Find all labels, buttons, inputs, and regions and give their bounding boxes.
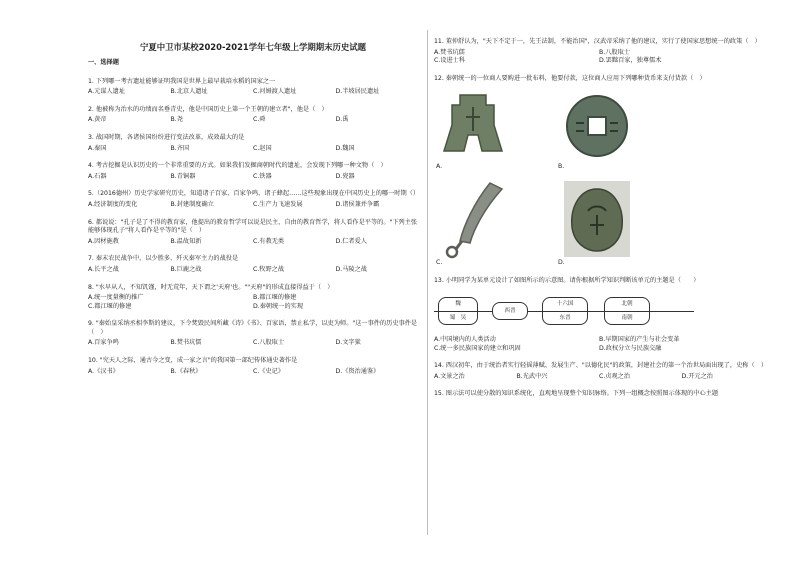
timeline-diagram <box>434 294 764 330</box>
option[interactable]: D.《资治通鉴》 <box>335 367 380 375</box>
knife-coin-image <box>440 179 510 259</box>
timeline-box-sixteen-kingdoms <box>542 297 588 325</box>
option[interactable]: A.百家争鸣 <box>88 339 119 347</box>
option[interactable]: A.因材施教 <box>88 237 119 245</box>
option[interactable]: D.罢黜百家，独尊儒术 <box>599 57 662 65</box>
option[interactable]: A.石器 <box>88 172 107 180</box>
option[interactable]: C.铁器 <box>253 172 272 180</box>
timeline-box-northern-southern <box>604 297 650 325</box>
option[interactable]: B.尧 <box>170 116 183 124</box>
option[interactable]: B.温故知新 <box>170 237 202 245</box>
option[interactable]: A.《汉书》 <box>88 367 119 375</box>
option[interactable]: B.封建制度确立 <box>170 200 214 208</box>
option[interactable]: C.牧野之战 <box>253 265 285 273</box>
question-options <box>88 88 418 97</box>
question-options <box>434 336 764 353</box>
right-column <box>434 38 768 401</box>
question-stem: 13. 小明同学为某单元设计了如图所示的示意图。请你根据所学知识判断该单元的主题是（ ） <box>434 277 700 285</box>
spade-coin-image <box>438 91 508 161</box>
option[interactable]: B.都江堰的修建 <box>253 294 297 302</box>
option[interactable]: C.设进士科 <box>434 57 466 65</box>
option[interactable]: C.《史记》 <box>253 367 285 375</box>
timeline-label: 西晋 <box>504 307 516 314</box>
option[interactable]: D.魏国 <box>335 144 355 152</box>
question-stem: 8. "水早从人，不知饥馑，时无荒年，天下谓之'天府'也。""天府"的形成直接得益于（ ） <box>88 283 334 291</box>
option[interactable]: D.禹 <box>335 116 349 124</box>
option[interactable]: A.统一度量衡的推广 <box>88 294 144 302</box>
image-label-b: B. <box>558 163 565 171</box>
option[interactable]: A.黄帝 <box>88 116 107 124</box>
question-options <box>88 294 418 311</box>
question-options <box>88 173 418 182</box>
question-options <box>88 339 418 348</box>
option[interactable]: B.八股取士 <box>599 48 630 56</box>
option[interactable]: D.开元之治 <box>681 372 713 380</box>
option[interactable]: C.贞观之治 <box>599 372 631 380</box>
timeline-label: 吴 <box>460 314 467 321</box>
option[interactable]: C.有教无类 <box>253 237 285 245</box>
timeline-label: 十六国 <box>556 300 574 307</box>
left-question-list <box>88 78 418 377</box>
question-options <box>88 145 418 154</box>
question-stem: 11. 董仲舒认为，"天下不定于一，先王法制，不能治国"，汉武帝采纳了他的建议，实行了使国家思想统一的政策（ ） <box>434 38 761 45</box>
option[interactable]: A.文景之治 <box>434 372 465 380</box>
option[interactable]: C.都江堰的修建 <box>88 302 132 310</box>
timeline-label: 东晋 <box>543 311 587 324</box>
question-stem: 5.（2016德州）历史学家研究历史，知道诸子百家、百家争鸣、诸子蜂起……这些现象出现在中国历史上的哪一时期（） <box>88 190 420 198</box>
option[interactable]: D.诸侯兼并争霸 <box>335 200 380 208</box>
timeline-box-three-kingdoms <box>438 297 478 325</box>
option[interactable]: B.早期国家的产生与社会变革 <box>599 335 680 343</box>
question-stem: 6. 都说说："孔子是了不得的教育家，他提出的教育哲学可以说是民主、自由的教育哲学，将人看作是平等的。"下列主张能够体现孔子"将人看作是平等的"是（ ） <box>88 218 418 235</box>
option[interactable]: B.焚书坑儒 <box>170 339 202 347</box>
question-options <box>88 266 418 275</box>
question-options <box>88 201 418 210</box>
question-stem: 15. 图示法可以使分散的知识系统化，直观地呈现整个知识脉络。下列一组概念按照图示体现的中心主题 <box>434 390 719 398</box>
exam-title: 宁夏中卫市某校2020-2021学年七年级上学期期末历史试题 <box>140 42 366 52</box>
option[interactable]: D.半坡居民遗址 <box>335 88 380 96</box>
option[interactable]: B.北京人遗址 <box>170 88 208 96</box>
option[interactable]: C.舜 <box>253 116 266 124</box>
option[interactable]: D.马陵之战 <box>335 265 367 273</box>
option[interactable]: D.瓷器 <box>335 172 355 180</box>
timeline-label: 魏 <box>455 300 461 307</box>
option[interactable]: D.仁者爱人 <box>335 237 367 245</box>
option[interactable]: A.经济制度的变化 <box>88 200 138 208</box>
question-stem: 14. 西汉初年，由于统治者实行轻徭薄赋、发展生产、"以德化民"的政策，封建社会的第一个治世局面出现了，史称（ ） <box>434 362 768 370</box>
question-stem: 4. 考古挖掘是认识历史的一个非常重要的方式。如果我们发掘商朝时代的遗址，会发现下列哪一种文物（ ） <box>88 162 387 170</box>
option[interactable]: C.八股取士 <box>253 339 285 347</box>
option[interactable]: B.光武中兴 <box>516 372 548 380</box>
option[interactable]: C.生产力飞速发展 <box>253 200 303 208</box>
question-stem: 3. 战国时期，各诸侯国纷纷进行变法改革，成效最大的是 <box>88 133 245 141</box>
option[interactable]: A.焚书坑儒 <box>434 48 465 56</box>
question-stem: 12. 秦朝统一的一位商人要购进一批布料，他要付款，这位商人应用下列哪种货币来支付货款（ ） <box>434 74 706 82</box>
option[interactable]: D.政权分立与民族交融 <box>599 344 662 352</box>
question-options <box>88 368 418 377</box>
ant-nose-coin-image <box>564 181 630 257</box>
timeline-label: 南朝 <box>605 311 649 324</box>
image-label-a: A. <box>436 163 443 171</box>
option[interactable]: C.河姆渡人遗址 <box>253 88 297 96</box>
column-divider <box>427 30 428 535</box>
coin-images <box>434 89 764 269</box>
option[interactable]: D.文字狱 <box>335 339 361 347</box>
option[interactable]: A.秦国 <box>88 144 107 152</box>
question-options <box>88 238 418 247</box>
image-label-c: C. <box>436 259 443 267</box>
round-coin-image <box>564 93 630 159</box>
image-label-d: D. <box>558 259 565 267</box>
question-stem: 9. "秦始皇采纳丞相李斯的建议，下令焚毁民间所藏《诗》《书》、百家语，禁止私学，以吏为师。"这一事件的历史事件是（ ） <box>88 320 418 336</box>
option[interactable]: C.统一多民族国家的建立和巩固 <box>434 344 521 352</box>
question-options <box>434 373 764 382</box>
question-options <box>88 116 418 125</box>
timeline-box-western-jin <box>492 302 528 320</box>
option[interactable]: B.巨鹿之战 <box>170 265 202 273</box>
timeline-label: 蜀 <box>449 314 456 321</box>
question-options <box>434 49 764 66</box>
option[interactable]: A.长平之战 <box>88 265 119 273</box>
option[interactable]: D.秦朝统一的实现 <box>253 302 304 310</box>
option[interactable]: B.青铜器 <box>170 172 196 180</box>
question-stem: 10. "究天人之际，通古今之变，成一家之言"的我国第一部纪传体通史著作是 <box>88 357 298 365</box>
question-stem: 7. 秦末农民战争中，以少胜多，歼灭秦军主力的战役是 <box>88 255 239 263</box>
section-heading: 一、选择题 <box>88 59 119 66</box>
option[interactable]: A.元谋人遗址 <box>88 88 126 96</box>
question-stem: 1. 下列哪一考古遗址能够证明我国是世界上最早栽培水稻的国家之一 <box>88 77 276 85</box>
option[interactable]: A.中国境内的人类活动 <box>434 335 496 343</box>
option[interactable]: C.赵国 <box>253 144 272 152</box>
timeline-label-row <box>439 311 477 324</box>
question-stem: 2. 他被称为治水的功绩而名垂青史，他是中国历史上第一个王朝的建立者"，他是（ ） <box>88 105 328 113</box>
timeline-label: 北朝 <box>621 300 633 307</box>
left-column <box>88 38 418 385</box>
option[interactable]: B.《春秋》 <box>170 367 202 375</box>
option[interactable]: B.齐国 <box>170 144 190 152</box>
